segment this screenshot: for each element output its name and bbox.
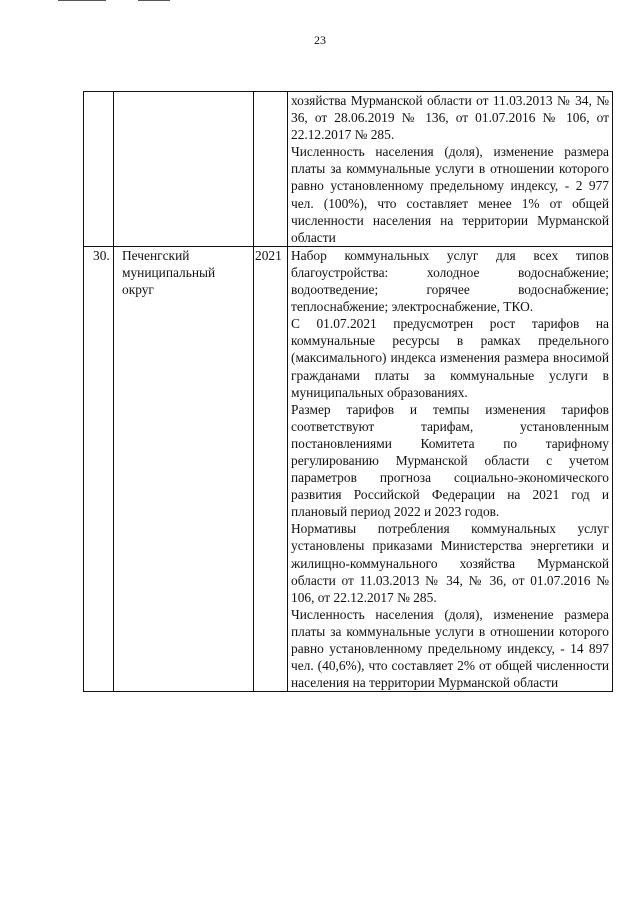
paragraph: Нормативы потребления коммунальных услуг установлены приказами Министерства энергетики и жилищно-коммунального хозяйства Мурманской области от 11.03.2013 № 34, № 36, от 01.07.2016 № 106, от 22.12.2017 № 285. bbox=[291, 521, 609, 605]
description-cell bbox=[288, 92, 613, 247]
tariff-table bbox=[83, 91, 613, 692]
table-row-30 bbox=[84, 246, 613, 691]
description-cell bbox=[288, 246, 613, 691]
row-number: 30. bbox=[84, 246, 114, 691]
municipality-cell-empty bbox=[114, 92, 254, 247]
paragraph: Размер тарифов и темпы изменения тарифов соответствуют тарифам, установленным постановлениями Комитета по тарифному регулированию Мурманской области с учетом параметров прогноза социально-экономического развития Российской Федерации на 2021 год и плановый период 2022 и 2023 годов. bbox=[291, 401, 609, 520]
paragraph: Набор коммунальных услуг для всех типов благоустройства: холодное водоснабжение; водоотведение; горячее водоснабжение; теплоснабжение; электроснабжение, ТКО. bbox=[291, 247, 609, 315]
scan-edge-mark-right bbox=[138, 0, 170, 1]
page-number: 23 bbox=[314, 33, 326, 47]
paragraph: С 01.07.2021 предусмотрен рост тарифов на коммунальные ресурсы в рамках предельного (максимального) индекса изменения размера вносимой гражданами платы за коммунальные услуги в муниципальных образованиях. bbox=[291, 316, 609, 400]
scan-edge-mark-left bbox=[58, 0, 106, 1]
paragraph: хозяйства Мурманской области от 11.03.2013 № 34, № 36, от 28.06.2019 № 136, от 01.07.2016 № 106, от 22.12.2017 № 285. bbox=[291, 93, 609, 143]
table-row-continued bbox=[84, 92, 613, 247]
paragraph: Численность населения (доля), изменение размера платы за коммунальные услуги в отношении которого равно установленному предельному индексу, - 14 897 чел. (40,6%), что составляет 2% от общей численности населения на территории Мурманской области bbox=[291, 606, 609, 691]
paragraph: Численность населения (доля), изменение размера платы за коммунальные услуги в отношении которого равно установленному предельному индексу, - 2 977 чел. (100%), что составляет менее 1% от общей численности населения на территории Мурманской области bbox=[291, 144, 609, 245]
year-cell-empty bbox=[254, 92, 288, 247]
number-cell-empty bbox=[84, 92, 114, 247]
municipality-name: Печенгский муниципальный округ bbox=[114, 246, 254, 691]
year: 2021 bbox=[254, 246, 288, 691]
